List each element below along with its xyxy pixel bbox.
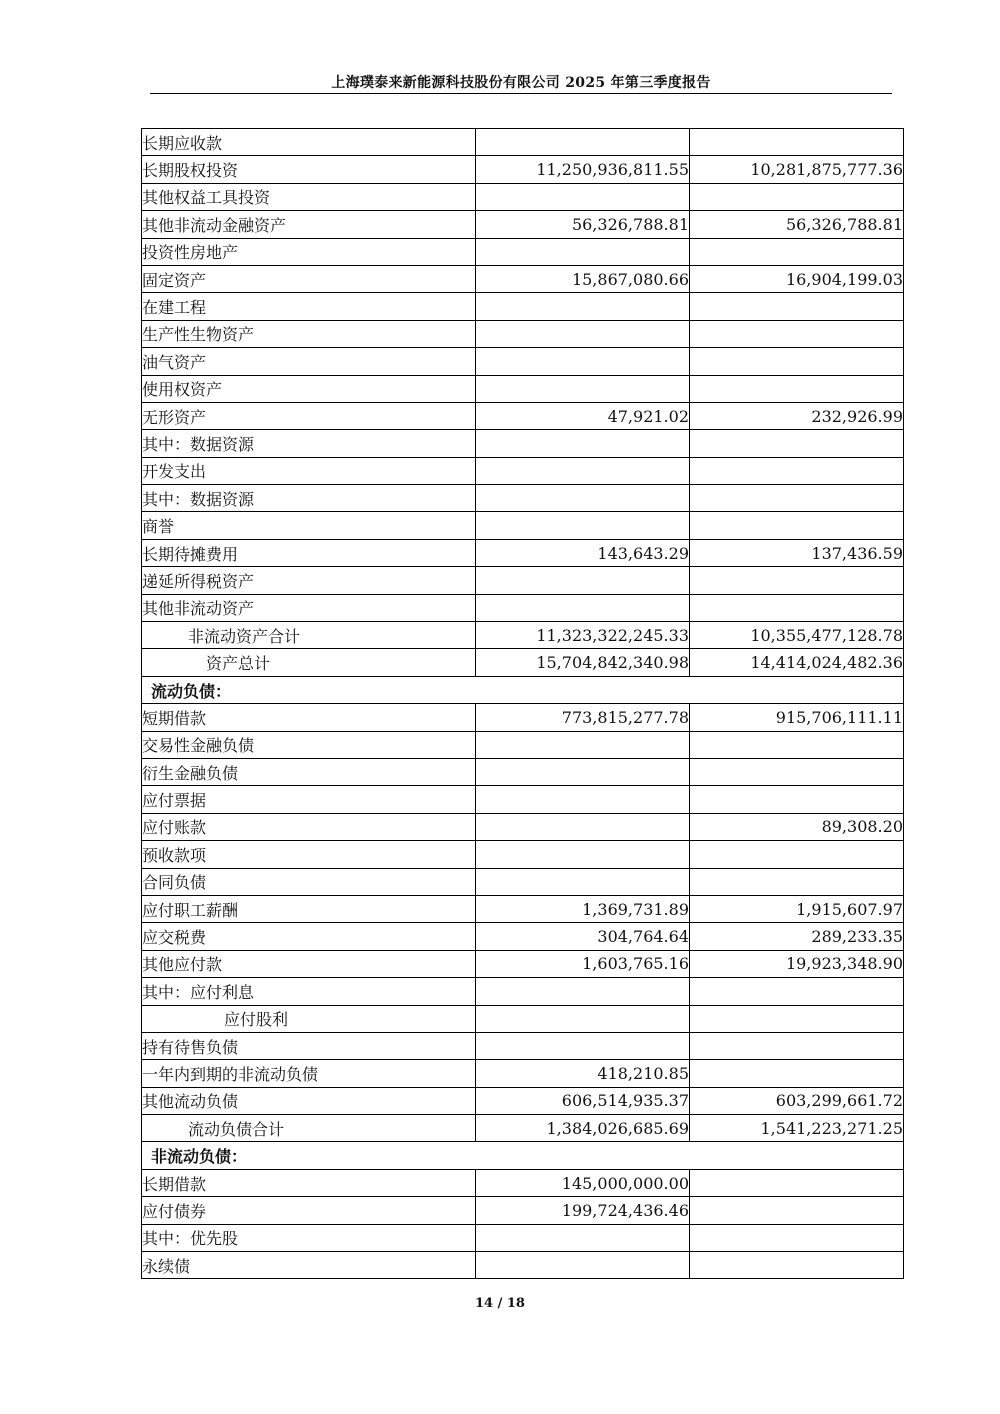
row-label: 在建工程 [142,293,476,320]
table-row [142,375,904,402]
row-label: 衍生金融负债 [142,758,476,785]
value-period-end [476,457,690,484]
row-label: 使用权资产 [142,375,476,402]
header-rule [150,93,892,94]
value-prior-year-end: 89,308.20 [690,813,904,840]
table-row [142,539,904,566]
row-label: 固定资产 [142,265,476,292]
row-label: 非流动资产合计 [142,622,476,649]
value-period-end: 1,603,765.16 [476,950,690,977]
value-prior-year-end [690,512,904,539]
row-label: 应付票据 [142,786,476,813]
row-label: 长期股权投资 [142,156,476,183]
table-row [142,1060,904,1087]
value-period-end: 1,384,026,685.69 [476,1115,690,1142]
table-row [142,567,904,594]
row-label: 其他非流动金融资产 [142,211,476,238]
table-row [142,1087,904,1114]
value-prior-year-end: 10,355,477,128.78 [690,622,904,649]
row-label: 应付债券 [142,1197,476,1224]
value-prior-year-end [690,594,904,621]
row-label: 其中：应付利息 [142,978,476,1005]
value-period-end [476,594,690,621]
table-row [142,594,904,621]
table-row [142,758,904,785]
table-row [142,129,904,156]
table-row [142,485,904,512]
value-prior-year-end: 56,326,788.81 [690,211,904,238]
value-period-end: 1,369,731.89 [476,895,690,922]
value-period-end: 47,921.02 [476,402,690,429]
table-row [142,238,904,265]
table-row [142,265,904,292]
value-prior-year-end [690,430,904,457]
value-prior-year-end: 232,926.99 [690,402,904,429]
value-period-end [476,512,690,539]
value-prior-year-end [690,978,904,1005]
row-label: 流动负债合计 [142,1115,476,1142]
row-label: 无形资产 [142,402,476,429]
value-period-end [476,731,690,758]
value-prior-year-end [690,841,904,868]
row-label: 油气资产 [142,348,476,375]
value-period-end [476,868,690,895]
value-period-end [476,1252,690,1279]
value-prior-year-end [690,1032,904,1059]
table-row [142,1115,904,1142]
value-period-end [476,841,690,868]
value-prior-year-end [690,183,904,210]
row-label: 长期应收款 [142,129,476,156]
value-prior-year-end [690,375,904,402]
table-row [142,622,904,649]
table-row [142,430,904,457]
section-header-row [142,676,904,703]
row-label: 其他应付款 [142,950,476,977]
table-row [142,183,904,210]
table-row [142,348,904,375]
value-period-end: 11,323,322,245.33 [476,622,690,649]
row-label: 开发支出 [142,457,476,484]
value-prior-year-end [690,1224,904,1251]
value-prior-year-end: 1,915,607.97 [690,895,904,922]
value-period-end [476,485,690,512]
table-row [142,923,904,950]
row-label: 合同负债 [142,868,476,895]
value-period-end: 304,764.64 [476,923,690,950]
table-row [142,895,904,922]
table-row [142,156,904,183]
value-period-end [476,758,690,785]
value-period-end [476,430,690,457]
table-row [142,1169,904,1196]
row-label: 其中：优先股 [142,1224,476,1251]
value-period-end: 15,867,080.66 [476,265,690,292]
table-row [142,402,904,429]
value-prior-year-end [690,457,904,484]
value-prior-year-end [690,1060,904,1087]
row-label: 长期借款 [142,1169,476,1196]
table-row [142,1032,904,1059]
value-prior-year-end: 289,233.35 [690,923,904,950]
table-row [142,457,904,484]
value-period-end [476,1032,690,1059]
value-prior-year-end: 137,436.59 [690,539,904,566]
value-period-end [476,978,690,1005]
row-label: 交易性金融负债 [142,731,476,758]
table-row [142,293,904,320]
value-prior-year-end [690,1252,904,1279]
value-period-end [476,813,690,840]
table-row [142,786,904,813]
value-prior-year-end [690,731,904,758]
row-label: 一年内到期的非流动负债 [142,1060,476,1087]
value-prior-year-end: 915,706,111.11 [690,704,904,731]
value-prior-year-end: 10,281,875,777.36 [690,156,904,183]
row-label: 应付股利 [142,1005,476,1032]
value-prior-year-end [690,758,904,785]
value-period-end: 145,000,000.00 [476,1169,690,1196]
value-prior-year-end [690,567,904,594]
value-period-end [476,320,690,347]
value-period-end [476,348,690,375]
value-prior-year-end [690,238,904,265]
value-period-end: 11,250,936,811.55 [476,156,690,183]
table-row [142,978,904,1005]
value-prior-year-end [690,786,904,813]
table-row [142,813,904,840]
row-label: 其他权益工具投资 [142,183,476,210]
value-period-end [476,129,690,156]
value-prior-year-end [690,868,904,895]
balance-sheet-body [142,129,904,1279]
table-row [142,868,904,895]
value-prior-year-end [690,1197,904,1224]
value-prior-year-end: 1,541,223,271.25 [690,1115,904,1142]
value-prior-year-end [690,1169,904,1196]
table-row [142,1224,904,1251]
row-label: 长期待摊费用 [142,539,476,566]
value-period-end [476,293,690,320]
value-period-end [476,786,690,813]
row-label: 资产总计 [142,649,476,676]
report-header-title: 上海璞泰来新能源科技股份有限公司 2025 年第三季度报告 [331,75,711,91]
value-period-end: 773,815,277.78 [476,704,690,731]
table-row [142,649,904,676]
value-prior-year-end [690,485,904,512]
row-label: 其他非流动资产 [142,594,476,621]
value-prior-year-end [690,1005,904,1032]
value-period-end [476,1005,690,1032]
row-label: 商誉 [142,512,476,539]
table-row [142,841,904,868]
value-period-end: 606,514,935.37 [476,1087,690,1114]
value-period-end [476,375,690,402]
value-period-end: 418,210.85 [476,1060,690,1087]
row-label: 持有待售负债 [142,1032,476,1059]
section-label: 非流动负债： [142,1142,904,1169]
value-prior-year-end [690,320,904,347]
table-row [142,211,904,238]
row-label: 投资性房地产 [142,238,476,265]
section-header-row [142,1142,904,1169]
table-row [142,1252,904,1279]
value-prior-year-end [690,129,904,156]
row-label: 预收款项 [142,841,476,868]
row-label: 短期借款 [142,704,476,731]
value-period-end [476,238,690,265]
table-row [142,731,904,758]
row-label: 生产性生物资产 [142,320,476,347]
value-period-end: 199,724,436.46 [476,1197,690,1224]
table-row [142,1005,904,1032]
table-row [142,320,904,347]
row-label: 应付职工薪酬 [142,895,476,922]
value-prior-year-end: 603,299,661.72 [690,1087,904,1114]
table-row [142,512,904,539]
value-period-end [476,567,690,594]
page-number: 14 / 18 [475,1296,525,1311]
section-label: 流动负债： [142,676,904,703]
row-label: 永续债 [142,1252,476,1279]
value-prior-year-end: 14,414,024,482.36 [690,649,904,676]
value-period-end [476,183,690,210]
value-prior-year-end [690,293,904,320]
value-period-end: 143,643.29 [476,539,690,566]
row-label: 应交税费 [142,923,476,950]
row-label: 其他流动负债 [142,1087,476,1114]
value-period-end [476,1224,690,1251]
value-prior-year-end [690,348,904,375]
balance-sheet-table [141,128,904,1279]
table-row [142,950,904,977]
value-prior-year-end: 19,923,348.90 [690,950,904,977]
row-label: 递延所得税资产 [142,567,476,594]
table-row [142,1197,904,1224]
row-label: 其中：数据资源 [142,485,476,512]
value-prior-year-end: 16,904,199.03 [690,265,904,292]
row-label: 其中：数据资源 [142,430,476,457]
value-period-end: 56,326,788.81 [476,211,690,238]
table-row [142,704,904,731]
value-period-end: 15,704,842,340.98 [476,649,690,676]
row-label: 应付账款 [142,813,476,840]
